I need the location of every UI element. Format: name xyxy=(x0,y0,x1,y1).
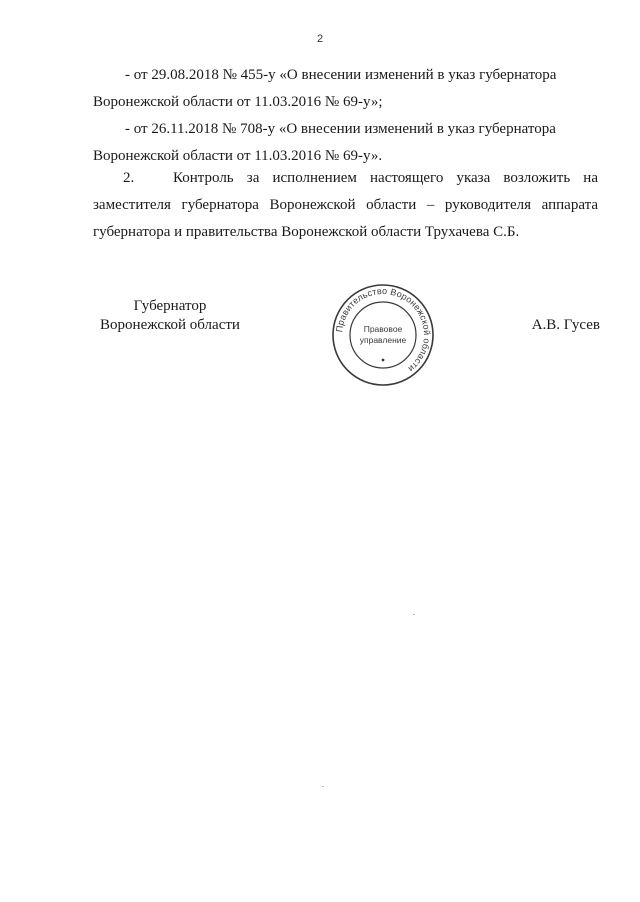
stamp-inner-text: Правовое xyxy=(363,324,403,334)
paragraph-line: - от 26.11.2018 № 708-у «О внесении изменений в указ губернатора xyxy=(125,121,556,137)
scan-speck xyxy=(413,614,415,615)
paragraph-control xyxy=(93,165,598,246)
paragraph-line: - от 29.08.2018 № 455-у «О внесении изменений в указ губернатора xyxy=(125,67,557,83)
signatory-title-line: Губернатор xyxy=(133,298,207,314)
paragraph-amendment-455 xyxy=(93,62,598,116)
stamp-inner-text: управление xyxy=(359,335,407,345)
signatory-title xyxy=(90,297,250,335)
signatory-name: А.В. Гусев xyxy=(531,317,600,333)
official-stamp xyxy=(330,282,436,388)
paragraph-number: 2. xyxy=(123,170,135,186)
paragraph-line: Воронежской области от 11.03.2016 № 69-у»; xyxy=(93,94,383,110)
stamp-dot xyxy=(382,359,385,362)
signatory-title-line: Воронежской области xyxy=(100,317,240,333)
stamp-ring-text: Правительство Воронежской области xyxy=(334,285,433,375)
page-number: 2 xyxy=(316,33,324,45)
paragraph-line: Воронежской области от 11.03.2016 № 69-у». xyxy=(93,148,383,164)
paragraph-text: Контроль за исполнением настоящего указа возложить на заместителя губернатора Воронежской области – руководителя аппарата губернатора и правительства Воронежской области Трухачева С.Б. xyxy=(93,170,598,240)
scan-speck xyxy=(322,786,324,787)
paragraph-amendment-708 xyxy=(93,116,598,170)
